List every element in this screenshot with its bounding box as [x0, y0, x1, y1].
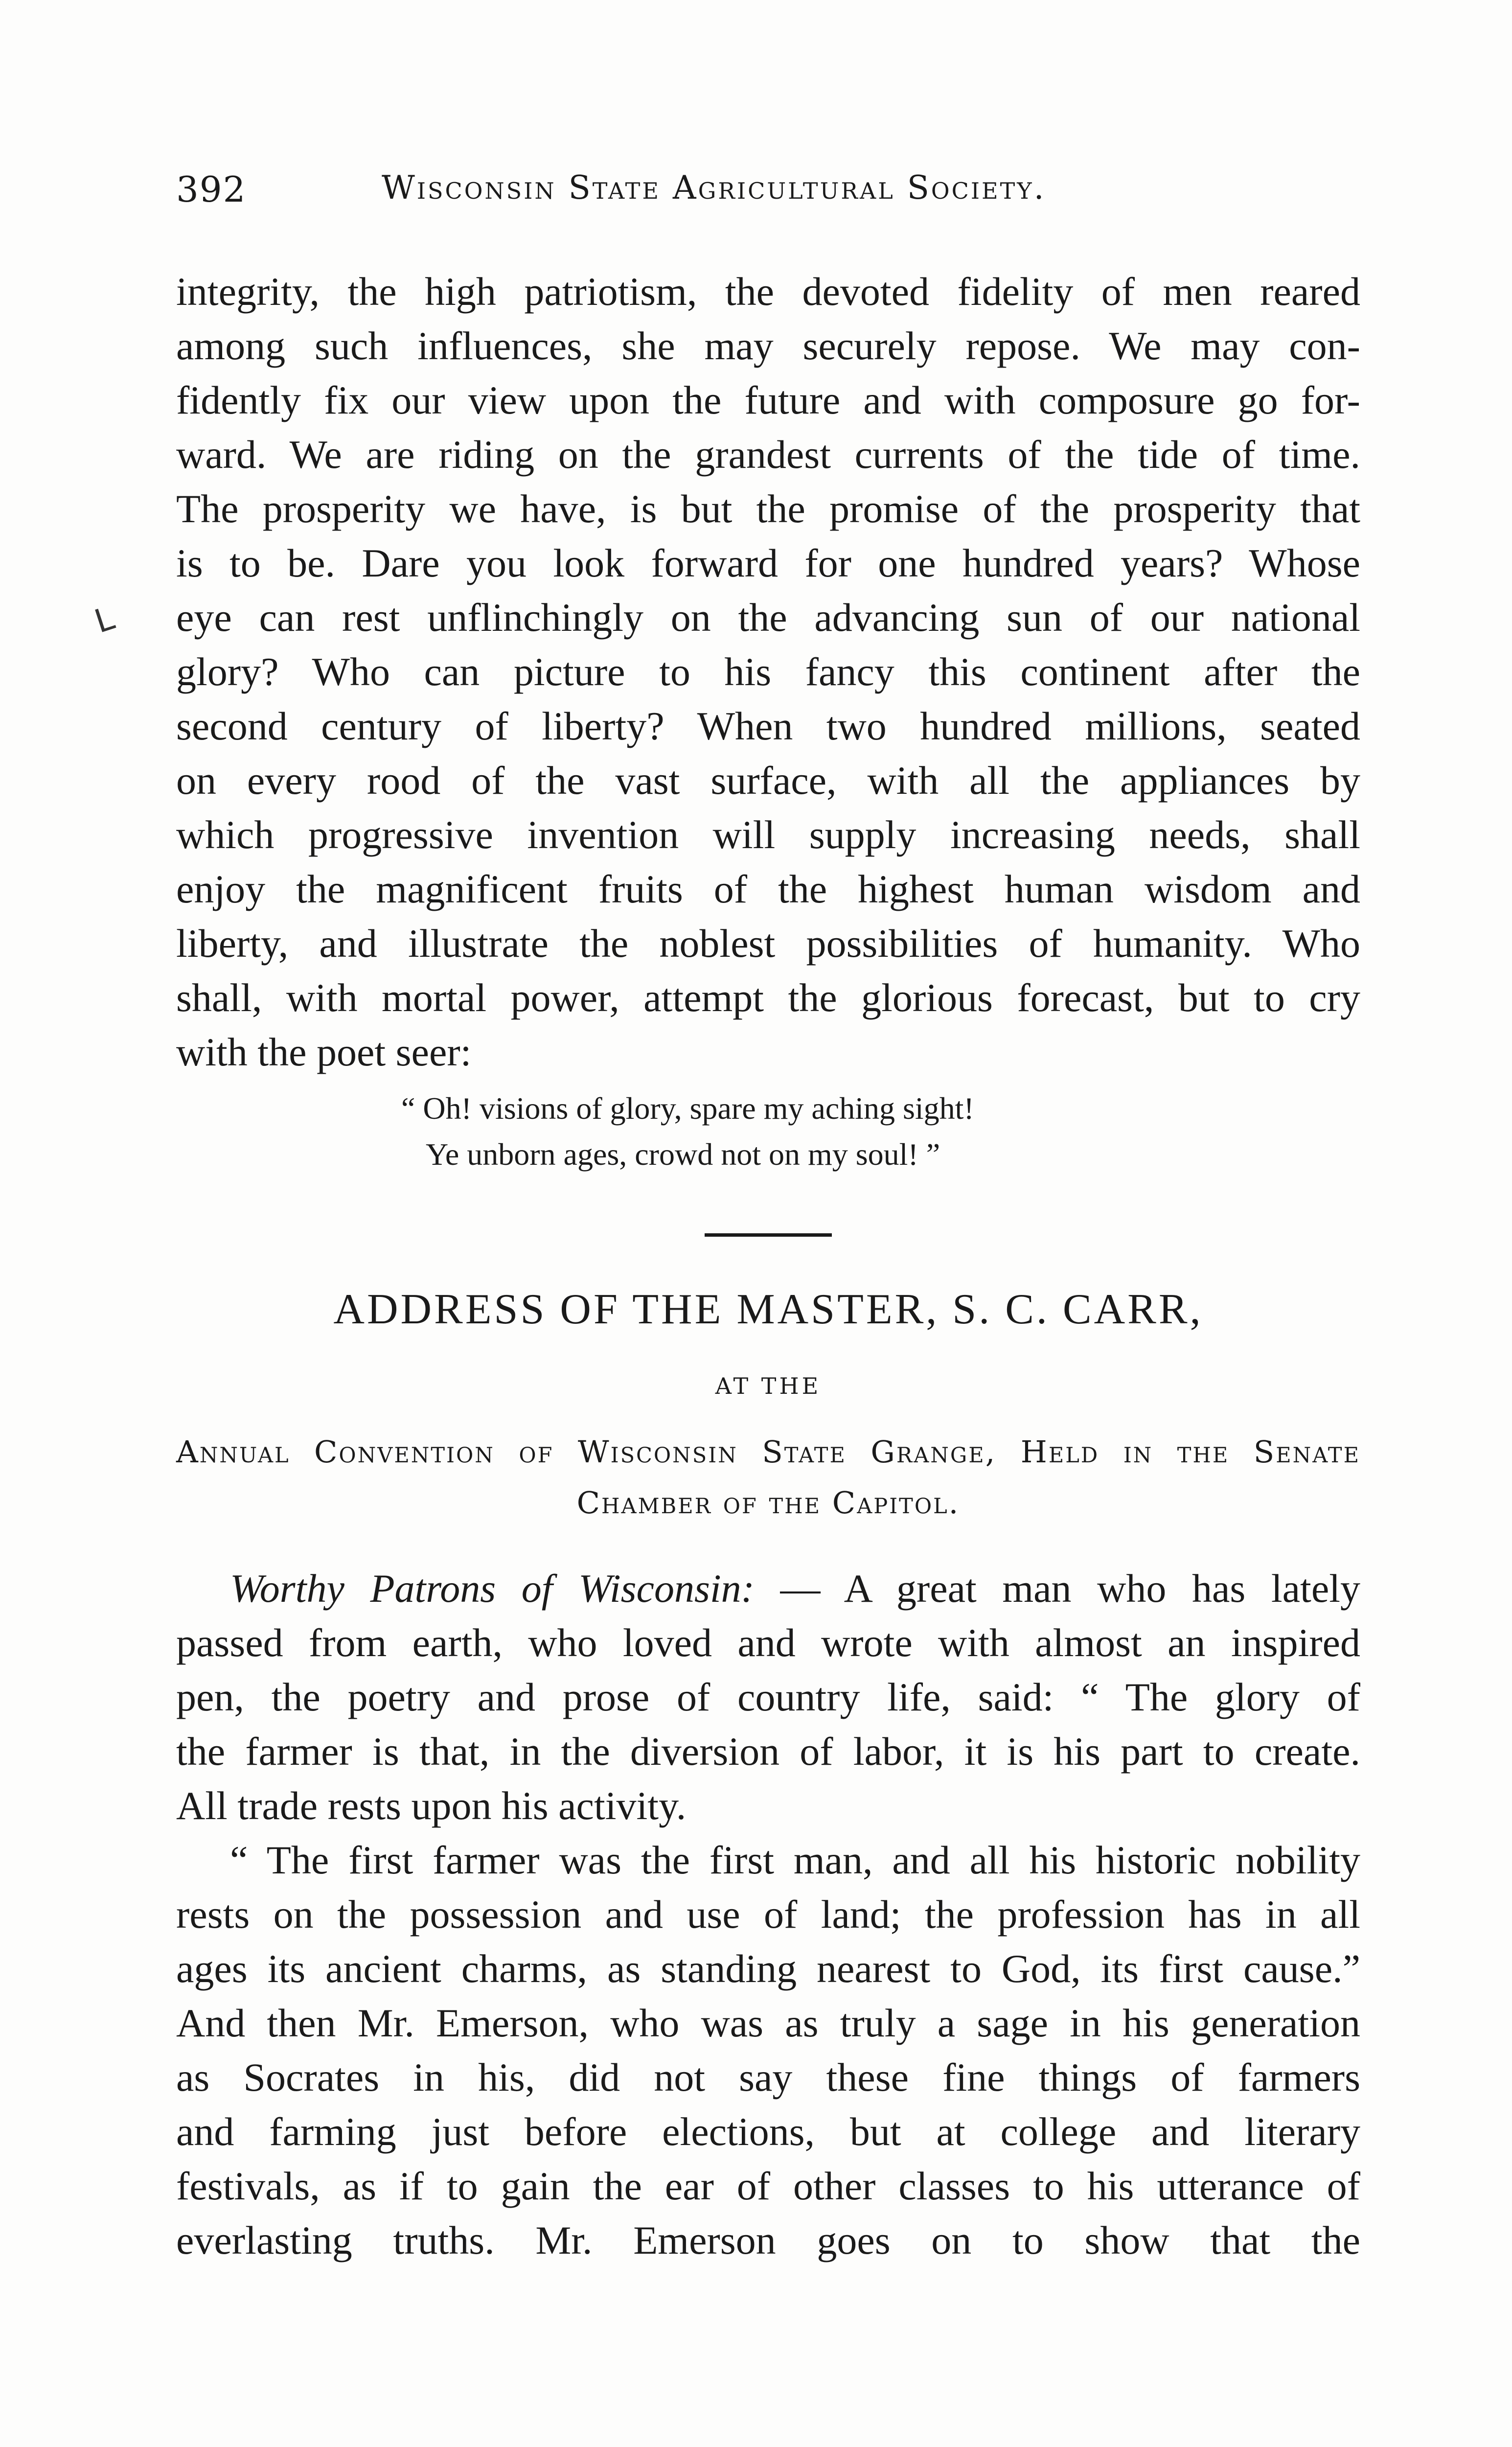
text-line: is to be. Dare you look forward for one hundred years? Whose [176, 541, 1360, 585]
paragraph-continued [176, 264, 1360, 1079]
quote-line: “ Oh! visions of glory, spare my aching sight! [401, 1091, 974, 1126]
text-line: passed from earth, who loved and wrote with almost an inspired [176, 1620, 1360, 1665]
text-line: everlasting truths. Mr. Emerson goes on to show that the [176, 2218, 1360, 2262]
text-line: fidently fix our view upon the future and with composure go for- [176, 378, 1360, 422]
page-number: 392 [176, 169, 247, 210]
handwritten-margin-mark: L [90, 599, 119, 641]
text-line: “ The first farmer was the first man, and all his historic nobility [230, 1838, 1360, 1882]
text-line: eye can rest unflinchingly on the advancing sun of our national [176, 595, 1360, 640]
text-line: enjoy the magnificent fruits of the highest human wisdom and [176, 867, 1360, 911]
text-line: with the poet seer: [176, 1030, 472, 1074]
text-line: which progressive invention will supply increasing needs, shall [176, 812, 1360, 857]
text-line: festivals, as if to gain the ear of other classes to his utterance of [176, 2164, 1360, 2208]
section-title: ADDRESS OF THE MASTER, S. C. CARR, [333, 1286, 1203, 1333]
text-line: All trade rests upon his activity. [176, 1783, 687, 1828]
text-line: the farmer is that, in the diversion of labor, it is his part to create. [176, 1729, 1360, 1774]
quote-line: Ye unborn ages, crowd not on my soul! ” [426, 1137, 940, 1172]
text-line: second century of liberty? When two hundred millions, seated [176, 704, 1360, 748]
page-header [176, 169, 1360, 218]
section-divider [705, 1233, 832, 1237]
address-text [176, 1561, 1360, 2267]
text-line: pen, the poetry and prose of country life, said: “ The glory of [176, 1675, 1360, 1719]
text-fragment: — A great man who has lately [754, 1566, 1360, 1611]
section-subtitle [176, 1427, 1360, 1528]
text-line: And then Mr. Emerson, who was as truly a sage in his generation [176, 2001, 1360, 2045]
text-line: as Socrates in his, did not say these fine things of farmers [176, 2055, 1360, 2100]
text-line: ward. We are riding on the grandest currents of the tide of time. [176, 432, 1360, 477]
text-line [176, 1561, 1360, 1616]
section-connector: AT THE [715, 1373, 822, 1399]
text-line: among such influences, she may securely repose. We may con- [176, 323, 1360, 368]
text-line: and farming just before elections, but at college and literary [176, 2109, 1360, 2154]
running-head: Wisconsin State Agricultural Society. [382, 169, 1046, 207]
text-line: glory? Who can picture to his fancy this continent after the [176, 649, 1360, 694]
salutation: Worthy Patrons of Wisconsin: [230, 1566, 755, 1611]
text-line: integrity, the high patriotism, the devoted fidelity of men reared [176, 269, 1360, 314]
text-line: shall, with mortal power, attempt the glorious forecast, but to cry [176, 975, 1360, 1020]
text-line: rests on the possession and use of land; the profession has in all [176, 1892, 1360, 1937]
subtitle-line: Chamber of the Capitol. [576, 1485, 960, 1521]
text-line: The prosperity we have, is but the promise of the prosperity that [176, 486, 1360, 531]
poetry-quote [401, 1085, 1184, 1177]
subtitle-line: Annual Convention of Wisconsin State Grange, Held in the Senate [176, 1434, 1360, 1470]
text-line: ages its ancient charms, as standing nearest to God, its first cause.” [176, 1946, 1360, 1991]
text-line: on every rood of the vast surface, with all the appliances by [176, 758, 1360, 803]
text-line: liberty, and illustrate the noblest possibilities of humanity. Who [176, 921, 1360, 966]
